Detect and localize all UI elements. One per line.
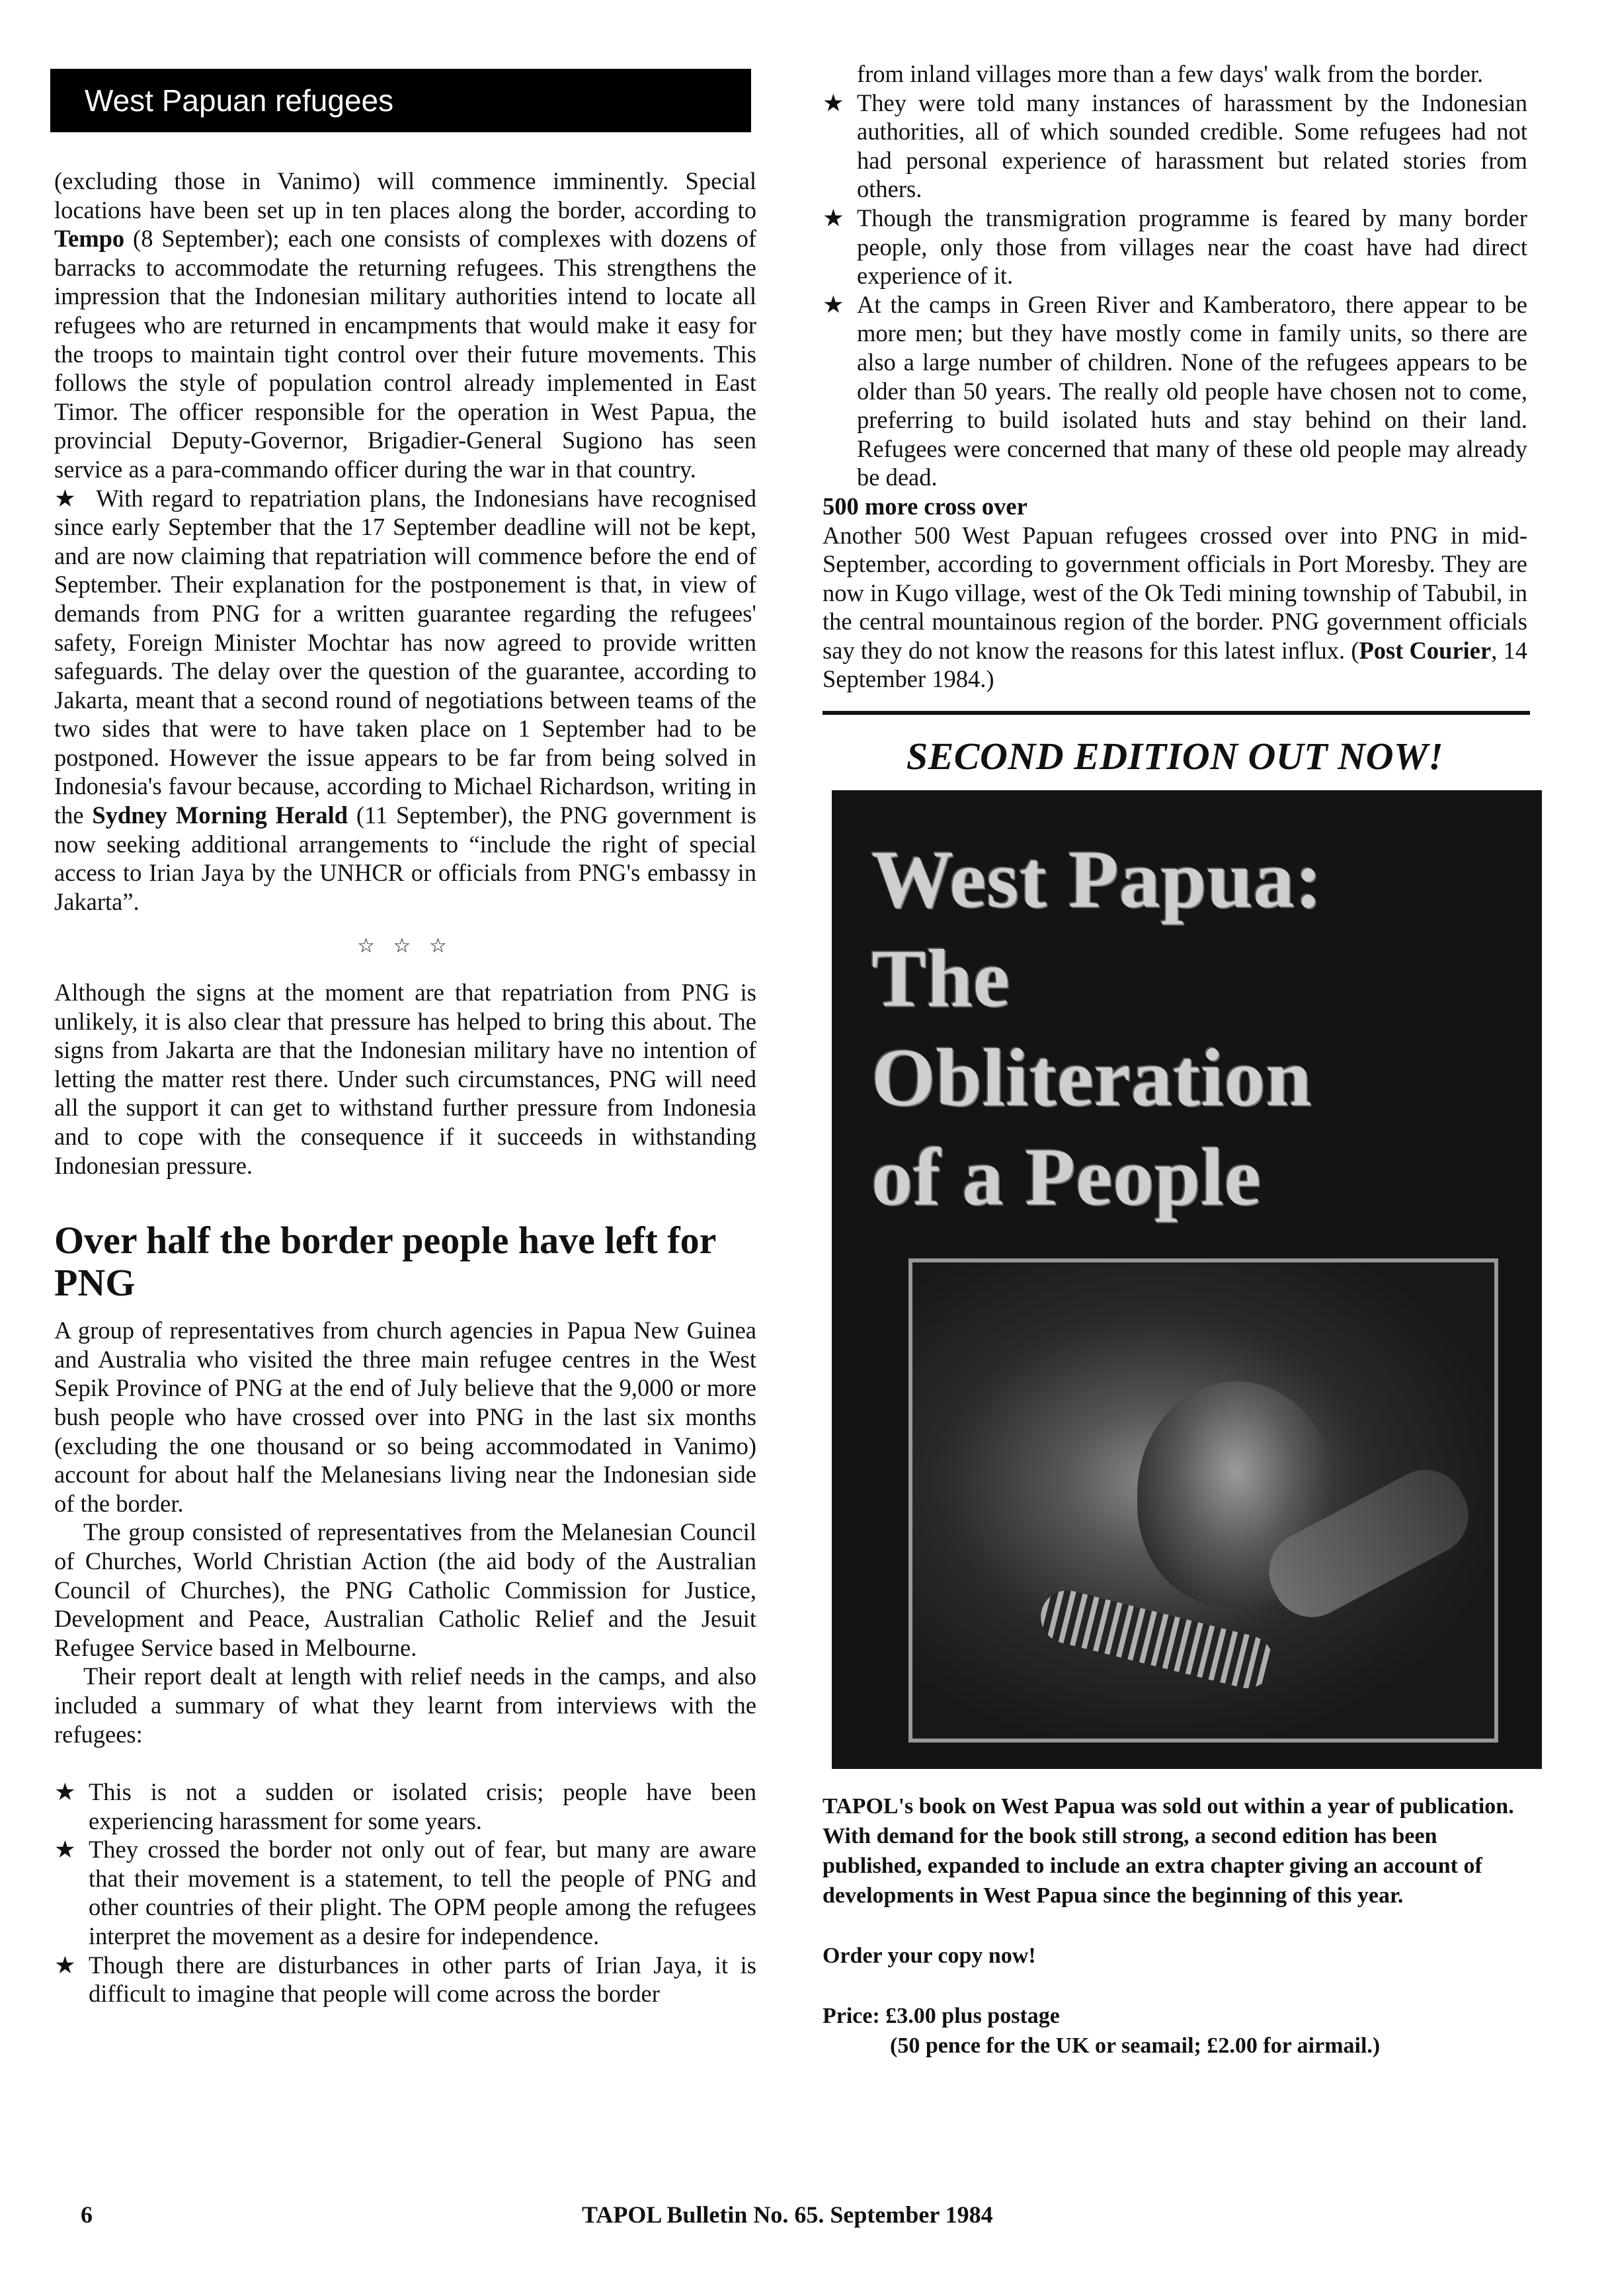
star-icon: ★ (823, 204, 844, 231)
article-paragraph: Their report dealt at length with relief needs in the camps, and also included a summary of what they learnt from interviews with the refugees: (54, 1662, 756, 1748)
list-item: ★ They crossed the border not only out of fear, but many are aware that their movement is a statement, to tell the people of PNG and other countries of their plight. The OPM people among the refugees interpret the movement as a desire for independence. (54, 1836, 756, 1950)
star-icon: ★ (54, 1778, 76, 1806)
promo-title: SECOND EDITION OUT NOW! (906, 735, 1444, 778)
list-item: ★ Though there are disturbances in other parts of Irian Jaya, it is difficult to imagine that people will come across the border (54, 1951, 756, 2008)
cover-photo (908, 1258, 1498, 1742)
star-divider: ☆ ☆ ☆ (357, 935, 454, 958)
article-headline: Over half the border people have left for PNG (54, 1219, 716, 1305)
star-icon: ★ (54, 1836, 76, 1864)
article-paragraph: (excluding those in Vanimo) will commence imminently. Special locations have been set up in ten places along the border, according to Tempo (8 September); each one consists of complexes with dozens of barracks to accommodate the returning refugees. This strengthens the impression that the Indonesian military authorities intend to locate all refugees who are returned in encampments that would make it easy for the troops to maintain tight control over their future movements. This follows the style of population control already implemented in East Timor. The officer responsible for the operation in West Papua, the provincial Deputy-Governor, Brigadier-General Sugiono has seen service as a para-commando officer during the war in that country. (54, 167, 756, 483)
section-banner: West Papuan refugees (50, 69, 751, 132)
list-item: ★ This is not a sudden or isolated crisis; people have been experiencing harassment for some years. (54, 1778, 756, 1834)
article-paragraph: ★ With regard to repatriation plans, the Indonesians have recognised since early September that the 17 September deadline will not be kept, and are now claiming that repatriation will commence before the end of September. Their explanation for the postponement is that, in view of demands from PNG for a written guarantee regarding the refugees' safety, Foreign Minister Mochtar has now agreed to provide written safeguards. The delay over the question of the guarantee, according to Jakarta, meant that a second round of negotiations between teams of the two sides that were to have taken place on 1 September had to be postponed. However the issue appears to be far from being solved in Indonesia's favour because, according to Michael Richardson, writing in the Sydney Morning Herald (11 September), the PNG government is now seeking additional arrangements to “include the right of special access to Irian Jaya by the UNHCR or officials from PNG's embassy in Jakarta”. (54, 484, 757, 915)
price-note: (50 pence for the UK or seamail; £2.00 for airmail.) (890, 2033, 1381, 2059)
continued-paragraph: from inland villages more than a few days' walk from the border. (857, 60, 1484, 87)
source-smh: Sydney Morning Herald (92, 801, 348, 829)
source-post-courier: Post Courier (1359, 636, 1492, 664)
promo-paragraph: TAPOL's book on West Papua was sold out within a year of publication. With demand for the book still strong, a second edition has been published, expanded to include an extra chapter giving an account of developments in West Papua since the beginning of this year. (823, 1794, 1514, 1908)
promo-text (823, 1791, 1527, 2061)
bulletin-info: TAPOL Bulletin No. 65. September 1984 (582, 2201, 993, 2228)
star-icon: ★ (54, 484, 79, 512)
list-item: ★ At the camps in Green River and Kamberatoro, there appear to be more men; but they have mostly come in family units, so there are also a large number of children. None of the refugees appears to be older than 50 years. The really old people have chosen not to come, preferring to build isolated huts and stay behind on their land. Refugees were concerned that many of these old people may already be dead. (823, 290, 1527, 491)
section-rule (823, 711, 1530, 715)
article-paragraph: Although the signs at the moment are that repatriation from PNG is unlikely, it is also clear that pressure has helped to bring this about. The signs from Jakarta are that the Indonesian military have no intention of letting the matter rest there. Under such circumstances, PNG will need all the support it can get to withstand further pressure from Indonesia and to cope with the consequence if it succeeds in withstanding Indonesian pressure. (54, 979, 756, 1179)
order-call: Order your copy now! (823, 1944, 1036, 1969)
book-cover-title: West Papua: The Obliteration of a People (871, 834, 1323, 1223)
book-cover (832, 790, 1542, 1769)
article-paragraph: A group of representatives from church agencies in Papua New Guinea and Australia who visited the three main refugee centres in the West Sepik Province of PNG at the end of July believe that the 9,000 or more bush people who have crossed over into PNG in the last six months (excluding the one thousand or so being accommodated in Vanimo) account for about half the Melanesians living near the Indonesian side of the border. (54, 1317, 756, 1517)
price: Price: £3.00 plus postage (823, 2004, 1060, 2029)
article-paragraph: The group consisted of representatives from the Melanesian Council of Churches, World Christian Action (the aid body of the Australian Council of Churches), the PNG Catholic Commission for Justice, Development and Peace, Australian Catholic Relief and the Jesuit Refugee Service based in Melbourne. (54, 1518, 756, 1661)
right-column (823, 60, 1527, 2091)
star-icon: ★ (823, 89, 844, 116)
star-icon: ★ (823, 290, 844, 318)
subheading: 500 more cross over (823, 492, 1027, 520)
left-column (54, 167, 756, 2008)
source-tempo: Tempo (54, 225, 125, 253)
page-number: 6 (81, 2201, 93, 2228)
list-item: ★ They were told many instances of harassment by the Indonesian authorities, all of which sounded credible. Some refugees had not had personal experience of harassment but related stories from others. (823, 89, 1527, 203)
article-paragraph: Another 500 West Papuan refugees crossed over into PNG in mid-September, according to government officials in Port Moresby. They are now in Kugo village, west of the Ok Tedi mining township of Tabubil, in the central mountainous region of the border. PNG government officials say they do not know the reasons for this latest influx. (Post Courier, 14 September 1984.) (823, 521, 1528, 693)
list-item: ★ Though the transmigration programme is feared by many border people, only those from villages near the coast have had direct experience of it. (823, 204, 1527, 290)
star-icon: ★ (54, 1951, 76, 1979)
